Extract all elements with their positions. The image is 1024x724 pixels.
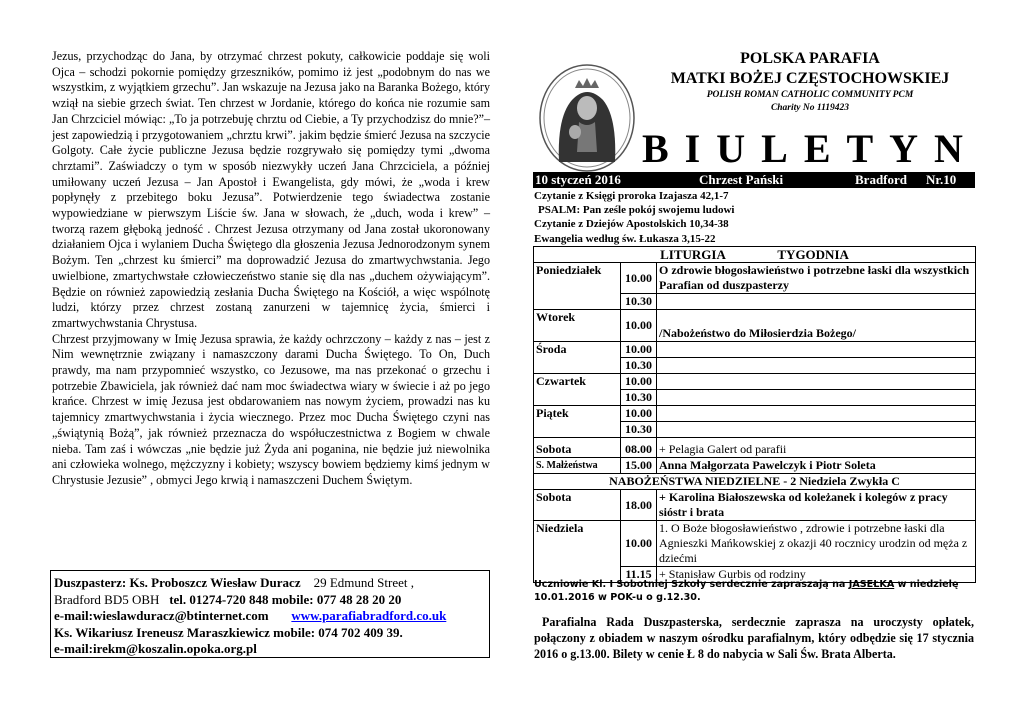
notice-jaselka: JASEŁKA (848, 579, 895, 590)
intention-cell (657, 342, 976, 358)
contact-box (50, 570, 490, 658)
table-row (534, 438, 976, 458)
time-cell: 15.00 (621, 458, 657, 474)
parish-subtitle: MATKI BOŻEJ CZĘSTOCHOWSKIEJ (670, 70, 950, 87)
time-cell: 10.30 (621, 358, 657, 374)
homily-paragraph-2: Chrzest przyjmowany w Imię Jezusa sprawia, że każdy ochrzczony – każdy z nas – jest z Nim wewnętrznie związany i namaszczony darami Ducha Świętego. To On, Duch prawdy, ma nam przypomnieć wszystko, co Jezusowe, ma nas przekonać o grzechu i potrzebie Zbawiciela, jak również dać nam moc świadectwa wiary w świecie i aż po jego krańce. Chrzest w imię Jezusa jest obdarowaniem nas nowym życiem, prowadzi nas ku tajemnicy zmartwychwstania i życia wiecznego. Przez moc Ducha Świętego czyni nas „świątynią Bożą”, jak również przeznacza do współuczestnictwa z Bogiem w chwale nieba. Tam zaś i wówczas „nie będzie już Żyda ani poganina, nie będzie już niewolnika ani człowieka wolnego, mężczyzny i kobiety; wszyscy bowiem będziemy kimś jednym w Chrystusie Jezusie” , obmyci Jego krwią i namaszczeni Duchem Świętym. (52, 331, 490, 487)
oplatek-announcement: Parafialna Rada Duszpasterska, serdecznie zaprasza na uroczysty opłatek, połączony z obiadem w naszym ośrodku parafialnym, który odbędzie się 17 stycznia 2016 o g.13.00. Bilety w cenie Ł 8 do nabycia w Sali Św. Brata Alberta. (534, 615, 974, 661)
bulletin-title: BIULETYN (642, 126, 979, 171)
table-row (534, 521, 976, 567)
our-lady-icon (537, 62, 637, 174)
parish-title: POLSKA PARAFIA (740, 50, 880, 67)
intention-cell: + Stanisław Gurbis od rodziny (657, 567, 976, 583)
time-cell: 10.00 (621, 342, 657, 358)
parish-city: Bradford BD5 OBH (54, 591, 160, 607)
intention-cell: /Nabożeństwo do Miłosierdzia Bożego/ (657, 310, 976, 342)
bulletin-date: 10 styczeń 2016 (535, 172, 621, 187)
day-cell: Sobota (534, 438, 621, 458)
time-cell: 10.00 (621, 310, 657, 342)
day-cell: Poniedziałek (534, 263, 621, 310)
homily-text (52, 49, 490, 489)
vicar-email: e-mail:irekm@koszalin.opoka.org.pl (54, 641, 257, 656)
liturgy-table (533, 246, 976, 583)
intention-cell: + Karolina Białoszewska od koleżanek i kolegów z pracy sióstr i brata (657, 490, 976, 521)
intention-cell (657, 390, 976, 406)
parish-street: 29 Edmund Street , (313, 575, 414, 590)
intention-cell (657, 294, 976, 310)
day-cell: Niedziela (534, 521, 621, 583)
intention-cell: Anna Małgorzata Pawelczyk i Piotr Soleta (657, 458, 976, 474)
liturgy-heading-a: LITURGIA (660, 247, 726, 262)
time-cell: 18.00 (621, 490, 657, 521)
table-row (534, 406, 976, 422)
feast-name: Chrzest Pański (699, 172, 784, 187)
parish-english-name: POLISH ROMAN CATHOLIC COMMUNITY PCM (706, 90, 914, 100)
liturgy-heading (534, 247, 976, 263)
pastor-phone: tel. 01274-720 848 mobile: 077 48 28 20 20 (169, 591, 402, 607)
liturgy-heading-b: TYGODNIA (777, 247, 849, 262)
time-cell: 10.00 (621, 406, 657, 422)
table-row (534, 310, 976, 342)
time-cell: 10.30 (621, 294, 657, 310)
date-bar (533, 172, 975, 188)
intention-cell: + Pelagia Galert od parafii (657, 438, 976, 458)
vicar-info: Ks. Wikariusz Ireneusz Maraszkiewicz mobile: 074 702 409 39. (54, 624, 403, 640)
intention-cell: 1. O Boże błogosławieństwo , zdrowie i potrzebne łaski dla Agnieszki Mańkowskiej z okazji 40 rocznicy urodzin od męża z dziećmi (657, 521, 976, 567)
time-cell: 10.00 (621, 374, 657, 390)
bulletin-number: Nr.10 (926, 172, 957, 187)
time-cell: 10.00 (621, 263, 657, 294)
time-cell: 08.00 (621, 438, 657, 458)
table-row (534, 263, 976, 294)
reading-psalm: PSALM: Pan ześle pokój swojemu ludowi (538, 204, 735, 217)
table-row (534, 458, 976, 474)
bulletin-place: Bradford (855, 172, 907, 187)
table-row (534, 374, 976, 390)
parish-header (640, 49, 980, 115)
charity-number: Charity No 1119423 (770, 103, 850, 113)
sunday-heading: NABOŻEŃSTWA NIEDZIELNE - 2 Niedziela Zwykła C (534, 474, 976, 490)
reading-1: Czytanie z Księgi proroka Izajasza 42,1-7 (534, 190, 729, 202)
intention-cell (657, 374, 976, 390)
day-cell: Czwartek (534, 374, 621, 406)
intention-cell: O zdrowie błogosławieństwo i potrzebne łaski dla wszystkich Parafian od duszpasterzy (657, 263, 976, 294)
day-cell: Wtorek (534, 310, 621, 342)
day-cell: S. Małżeństwa (534, 458, 621, 474)
intention-cell (657, 358, 976, 374)
day-cell: Środa (534, 342, 621, 374)
day-cell: Piątek (534, 406, 621, 438)
intention-cell (657, 422, 976, 438)
day-cell: Sobota (534, 490, 621, 521)
table-row (534, 490, 976, 521)
time-cell: 11.15 (621, 567, 657, 583)
intention-cell (657, 406, 976, 422)
pastor-name: Duszpasterz: Ks. Proboszcz Wiesław Duracz (54, 575, 301, 590)
nativity-play-notice (534, 579, 974, 604)
readings-list (534, 189, 974, 246)
notice-text-2: w niedzielę 10.01.2016 w POK-u o g.12.30. (534, 579, 959, 603)
notice-text-1: Uczniowie Kl. I Sobotniej Szkoły serdecznie zapraszają na (534, 579, 846, 590)
time-cell: 10.30 (621, 422, 657, 438)
time-cell: 10.00 (621, 521, 657, 567)
pastor-email: e-mail:wieslawduracz@btinternet.com (54, 608, 269, 623)
time-cell: 10.30 (621, 390, 657, 406)
parish-website-link[interactable]: www.parafiabradford.co.uk (291, 608, 447, 623)
reading-gospel: Ewangelia według św. Łukasza 3,15-22 (534, 232, 716, 245)
table-row (534, 342, 976, 358)
homily-paragraph-1: Jezus, przychodząc do Jana, by otrzymać chrzest pokuty, całkowicie poddaje się woli Ojca – schodzi pokornie pomiędzy grzeszników, pomimo iż jest „podobnym do nas we wszystkim, z wyjątkiem grzechu”. Jan wskazuje na Jezusa jako na Baranka Bożego, który wziął na siebie grzech świat. Ten chrzest w Jordanie, którego do końca nie rozumie sam Jan Chrzciciel mówiąc: „To ja potrzebuję chrztu od Ciebie, a Ty przychodzisz do mnie?”– jest zapowiedzią i przygotowaniem „chrztu krwi”. jakim będzie śmierć Jezusa na szczycie Golgoty. Całe życie publiczne Jezusa będzie rozgrywało się pomiędzy tymi „dwoma chrztami”. Zaświadczy o tym w sposób niezwykły uczeń Jana Chrzciciela, a później umiłowany uczeń Jezusa – Jan Apostoł i Ewangelista, gdy mówi, że „woda i krew popłynęły z przebitego boku Jezusa”. Potwierdzenie tego świadectwa zostanie wypowiedziane w pierwszym Liście św. Jana w słowach, że „duch, woda i krew” – tworzą razem głęboką jedność . Chrzest Jezusa otrzymany od Jana został ukoronowany działaniem Ojca i wylaniem Ducha Świętego dla głoszenia Jezusa Jednorodzonym synem Bożym. Ten „chrzest ku śmierci” ma doprowadzić Jezusa do zmartwychwstania. Jego uwielbione, zmartychwstałe człowieczeństwo stanie się dla nas „duchem ożywiającym”. Będzie on również zapowiedzią zesłania Ducha Świętego na Kościół, a więc wspólnotę ludzi, którzy przez chrzest zostaną zanurzeni w tajemnicę życia, śmierci i zmartwychwstania Chrystusa. (52, 49, 490, 330)
reading-2: Czytanie z Dziejów Apostolskich 10,34-38 (534, 218, 729, 231)
